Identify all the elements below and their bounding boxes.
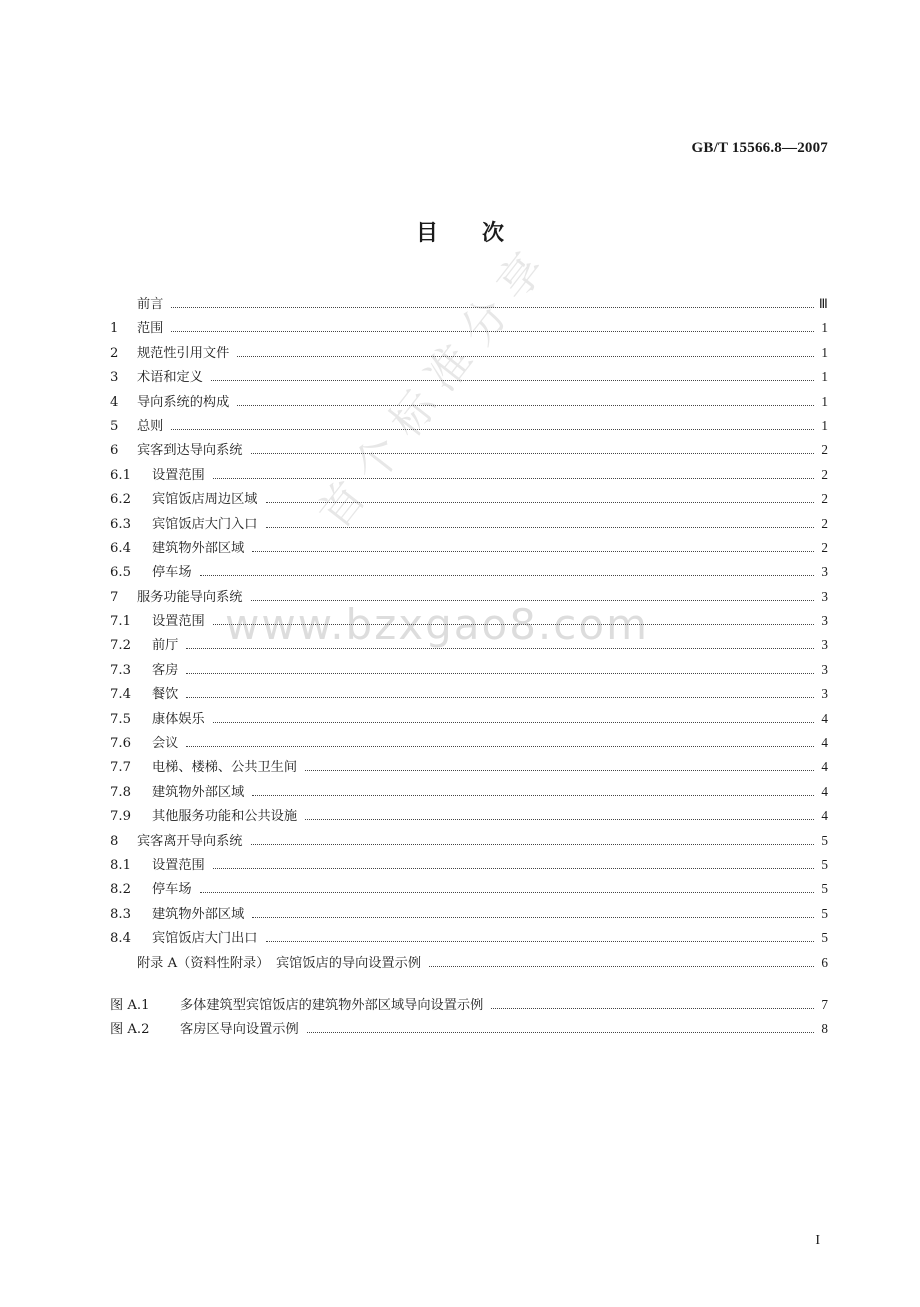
dot-leader [305, 805, 814, 820]
toc-entry[interactable] [110, 683, 828, 707]
toc-entry[interactable] [110, 488, 828, 512]
toc-entry-number: 6.3 [110, 516, 131, 532]
toc-entry-number: 8.4 [110, 931, 131, 947]
toc-entry-number: 8 [110, 833, 119, 849]
toc-entry-label: 会议 [152, 736, 179, 752]
dot-leader [266, 488, 815, 503]
toc-entry-page: 5 [821, 930, 828, 946]
watermark-cn: 首 个 标 准 分 享 [308, 243, 555, 539]
dot-leader [171, 415, 814, 430]
dot-leader [186, 634, 814, 649]
toc-entry-page: 5 [821, 905, 828, 921]
dot-leader [237, 342, 814, 357]
dot-leader [307, 1018, 814, 1033]
toc-entry-page: 8 [821, 1021, 828, 1037]
toc-entry-label: 宾馆饭店大门入口 [152, 516, 258, 532]
page-title: 目次 [415, 221, 548, 246]
dot-leader [213, 610, 814, 625]
dot-leader [252, 903, 814, 918]
toc-entry-label: 导向系统的构成 [137, 394, 230, 410]
dot-leader [491, 994, 814, 1009]
toc-entry-page: 2 [821, 466, 828, 482]
toc-entry-number: 7.5 [110, 711, 131, 727]
standard-number: GB/T 15566.8—2007 [691, 140, 828, 156]
toc-entry-label: 宾客离开导向系统 [137, 833, 243, 849]
toc-entry-page: 4 [821, 808, 828, 824]
toc-entry[interactable] [110, 439, 828, 463]
toc-entry-label: 宾客到达导向系统 [137, 443, 243, 459]
toc-entry[interactable] [110, 464, 828, 488]
toc-entry-label: 宾馆饭店周边区域 [152, 492, 258, 508]
toc-entry[interactable] [110, 1018, 828, 1042]
toc-entry-number: 7 [110, 589, 119, 605]
toc-entry-number: 6.4 [110, 540, 131, 556]
toc-entry-number: 8.2 [110, 882, 131, 898]
toc-entry-page: 4 [821, 710, 828, 726]
toc-entry-label: 多体建筑型宾馆饭店的建筑物外部区域导向设置示例 [180, 997, 484, 1013]
toc-entry-label: 总则 [137, 418, 164, 434]
dot-leader [213, 854, 814, 869]
toc-entry-number: 7.7 [110, 760, 131, 776]
dot-leader [252, 781, 814, 796]
toc-entry-label: 客房 [152, 662, 179, 678]
toc-entry[interactable] [110, 561, 828, 585]
toc-entry-page: 4 [821, 783, 828, 799]
toc-entry-label: 电梯、楼梯、公共卫生间 [152, 760, 298, 776]
toc-entry-number: 6 [110, 443, 119, 459]
toc-entry-number: 2 [110, 345, 119, 361]
toc-entry-label: 设置范围 [152, 467, 205, 483]
dot-leader [200, 561, 814, 576]
toc-entry-number: 3 [110, 370, 119, 386]
dot-leader [237, 391, 814, 406]
toc-entry-label: 术语和定义 [137, 370, 203, 386]
toc-entry[interactable] [110, 415, 828, 439]
toc-entry-page: 3 [821, 661, 828, 677]
dot-leader [186, 732, 814, 747]
toc-entry-page: 2 [821, 442, 828, 458]
toc-entry-label: 停车场 [152, 565, 192, 581]
toc-entry-number: 7.3 [110, 662, 131, 678]
toc-entry[interactable] [110, 994, 828, 1018]
toc-entry[interactable] [110, 293, 828, 317]
dot-leader [251, 586, 815, 601]
dot-leader [252, 537, 814, 552]
toc-entry[interactable] [110, 610, 828, 634]
toc-entry[interactable] [110, 927, 828, 951]
toc-entry-page: 1 [821, 393, 828, 409]
page-number: I [815, 1233, 820, 1248]
toc-entry-page: 6 [821, 954, 828, 970]
toc-entry[interactable] [110, 317, 828, 341]
toc-entry[interactable] [110, 756, 828, 780]
toc-entry-page: 1 [821, 369, 828, 385]
dot-leader [429, 952, 814, 967]
toc-entry-number: 6.5 [110, 565, 131, 581]
toc-entry-page: 3 [821, 637, 828, 653]
dot-leader [266, 927, 815, 942]
toc-entry-page: 5 [821, 856, 828, 872]
toc-entry-page: 5 [821, 832, 828, 848]
toc-entry[interactable] [110, 878, 828, 902]
toc-entry-number: 7.8 [110, 784, 131, 800]
toc-entry[interactable] [110, 586, 828, 610]
toc-entry-number: 7.4 [110, 687, 131, 703]
toc-entry-page: 5 [821, 881, 828, 897]
dot-leader [213, 708, 814, 723]
toc-entry-page: 3 [821, 588, 828, 604]
toc-entry-label: 餐饮 [152, 687, 179, 703]
toc-entry-page: 3 [821, 564, 828, 580]
toc-entry-number: 7.1 [110, 614, 131, 630]
toc-entry-number: 1 [110, 321, 119, 337]
toc-entry-number: 8.3 [110, 906, 131, 922]
toc-entry-number: 6.1 [110, 467, 131, 483]
toc-entry-number: 7.9 [110, 809, 131, 825]
toc-entry-number: 5 [110, 418, 119, 434]
dot-leader [213, 464, 814, 479]
toc-entry[interactable] [110, 634, 828, 658]
toc-entry[interactable] [110, 659, 828, 683]
toc-entry-label: 康体娱乐 [152, 711, 205, 727]
toc-entry[interactable] [110, 513, 828, 537]
toc-entry-label: 附录 A（资料性附录） 宾馆饭店的导向设置示例 [137, 955, 422, 971]
dot-leader [266, 513, 815, 528]
toc-entry-label: 设置范围 [152, 857, 205, 873]
toc-entry-page: 2 [821, 515, 828, 531]
toc-entry-page: 7 [821, 996, 828, 1012]
toc-entry[interactable] [110, 805, 828, 829]
toc-entry[interactable] [110, 708, 828, 732]
toc-entry[interactable] [110, 830, 828, 854]
toc-entry-page: 1 [821, 320, 828, 336]
toc-entry-label: 宾馆饭店大门出口 [152, 931, 258, 947]
toc-entry-number: 7.2 [110, 638, 131, 654]
dot-leader [171, 293, 814, 308]
toc-entry[interactable] [110, 366, 828, 390]
toc-entry-label: 停车场 [152, 882, 192, 898]
toc-entry-label: 前厅 [152, 638, 179, 654]
dot-leader [305, 756, 814, 771]
dot-leader [251, 830, 815, 845]
toc-entry-page: 3 [821, 613, 828, 629]
toc-entry-label: 规范性引用文件 [137, 345, 230, 361]
toc-entry-page: 2 [821, 539, 828, 555]
toc-entry[interactable] [110, 391, 828, 415]
toc-entry-label: 其他服务功能和公共设施 [152, 809, 298, 825]
toc-entry-label: 范围 [137, 321, 164, 337]
dot-leader [211, 366, 814, 381]
toc-gap [110, 976, 828, 994]
toc-entry-label: 客房区导向设置示例 [180, 1022, 299, 1038]
dot-leader [186, 659, 814, 674]
toc-entry[interactable] [110, 903, 828, 927]
toc-entry-label: 服务功能导向系统 [137, 589, 243, 605]
toc-entry-number: 图 A.2 [110, 1022, 150, 1038]
toc-entry[interactable] [110, 781, 828, 805]
watermark-url: www.bzxgao8.com [225, 600, 649, 649]
toc-entry-page: 2 [821, 491, 828, 507]
toc-entry-label: 建筑物外部区域 [152, 784, 245, 800]
dot-leader [171, 317, 814, 332]
toc-entry-page: Ⅲ [818, 296, 828, 311]
toc-entry-label: 前言 [137, 297, 164, 312]
toc-entry-number: 7.6 [110, 736, 131, 752]
toc-entry-number: 8.1 [110, 857, 131, 873]
toc-entry-number: 6.2 [110, 492, 131, 508]
table-of-contents [110, 293, 828, 1043]
toc-entry[interactable] [110, 342, 828, 366]
toc-entry-page: 3 [821, 686, 828, 702]
dot-leader [200, 878, 814, 893]
toc-entry[interactable] [110, 537, 828, 561]
toc-entry-page: 1 [821, 417, 828, 433]
dot-leader [251, 439, 815, 454]
toc-entry-label: 建筑物外部区域 [152, 540, 245, 556]
toc-entry-label: 设置范围 [152, 614, 205, 630]
toc-entry[interactable] [110, 732, 828, 756]
toc-entry-label: 建筑物外部区域 [152, 906, 245, 922]
toc-entry[interactable] [110, 952, 828, 976]
toc-entry-page: 1 [821, 344, 828, 360]
toc-entry-page: 4 [821, 759, 828, 775]
toc-entry-page: 4 [821, 735, 828, 751]
dot-leader [186, 683, 814, 698]
toc-entry-number: 图 A.1 [110, 997, 150, 1013]
toc-entry-number: 4 [110, 394, 119, 410]
toc-entry[interactable] [110, 854, 828, 878]
